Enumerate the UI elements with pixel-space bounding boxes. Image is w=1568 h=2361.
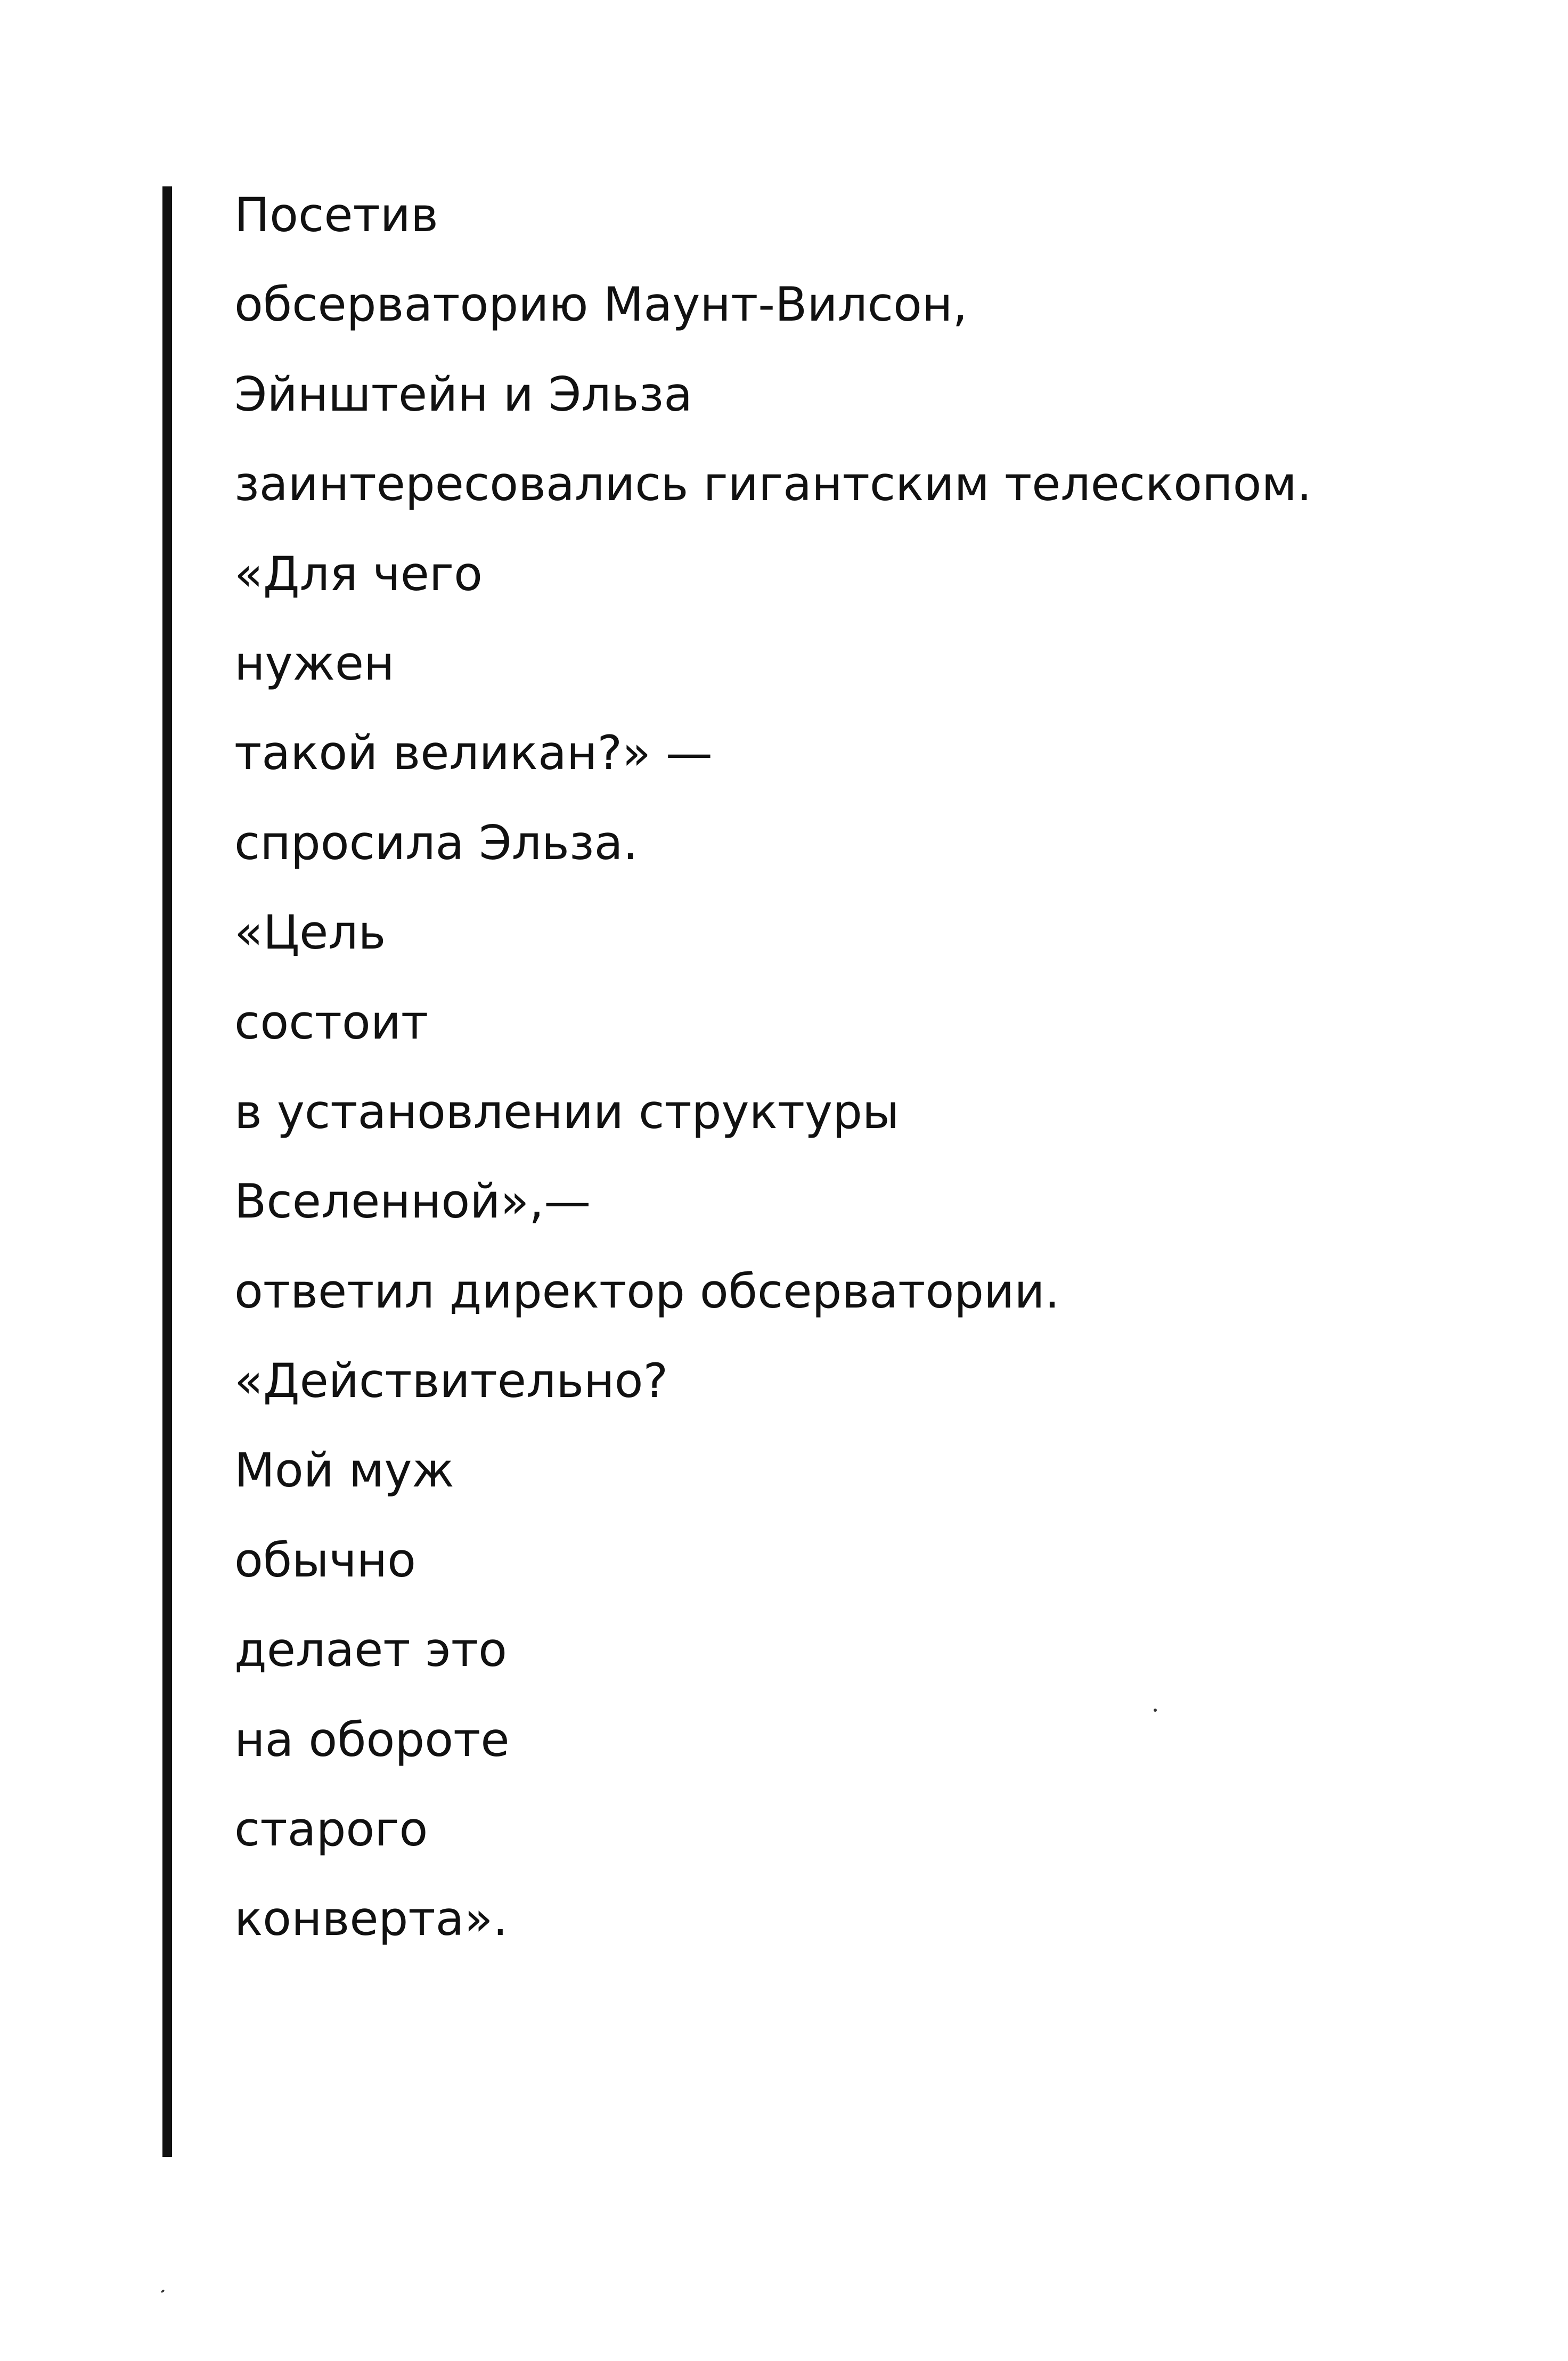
poem-line: «Действительно? xyxy=(234,1353,668,1409)
print-speck xyxy=(160,2289,165,2293)
poem-line: Эйнштейн и Эльза xyxy=(234,366,693,422)
poem-line: на обороте xyxy=(234,1712,510,1767)
poem-line: Мой муж xyxy=(234,1443,454,1498)
poem-line: ответил директор обсерватории. xyxy=(234,1263,1060,1319)
poem-line: нужен xyxy=(234,635,395,691)
poem-line: «Для чего xyxy=(234,546,483,601)
poem-line: обсерваторию Маунт-Вилсон, xyxy=(234,277,968,332)
print-speck xyxy=(1154,1709,1157,1712)
poem-line: старого xyxy=(234,1802,428,1857)
poem-text xyxy=(234,183,1491,1977)
poem-line: в установлении структуры xyxy=(234,1084,900,1139)
vertical-rule xyxy=(162,186,172,2157)
poem-line: Посетив xyxy=(234,187,438,242)
poem-line: такой великан?» — xyxy=(234,725,713,781)
poem-line: Вселенной»,— xyxy=(234,1174,591,1229)
poem-line: спросила Эльза. xyxy=(234,815,638,870)
poem-line: делает это xyxy=(234,1622,507,1678)
poem-line: состоит xyxy=(234,994,429,1050)
poem-line: заинтересовались гигантским телескопом. xyxy=(234,456,1312,512)
poem-line: «Цель xyxy=(234,905,386,960)
poem-line: конверта». xyxy=(234,1891,508,1947)
poem-line: обычно xyxy=(234,1532,416,1588)
